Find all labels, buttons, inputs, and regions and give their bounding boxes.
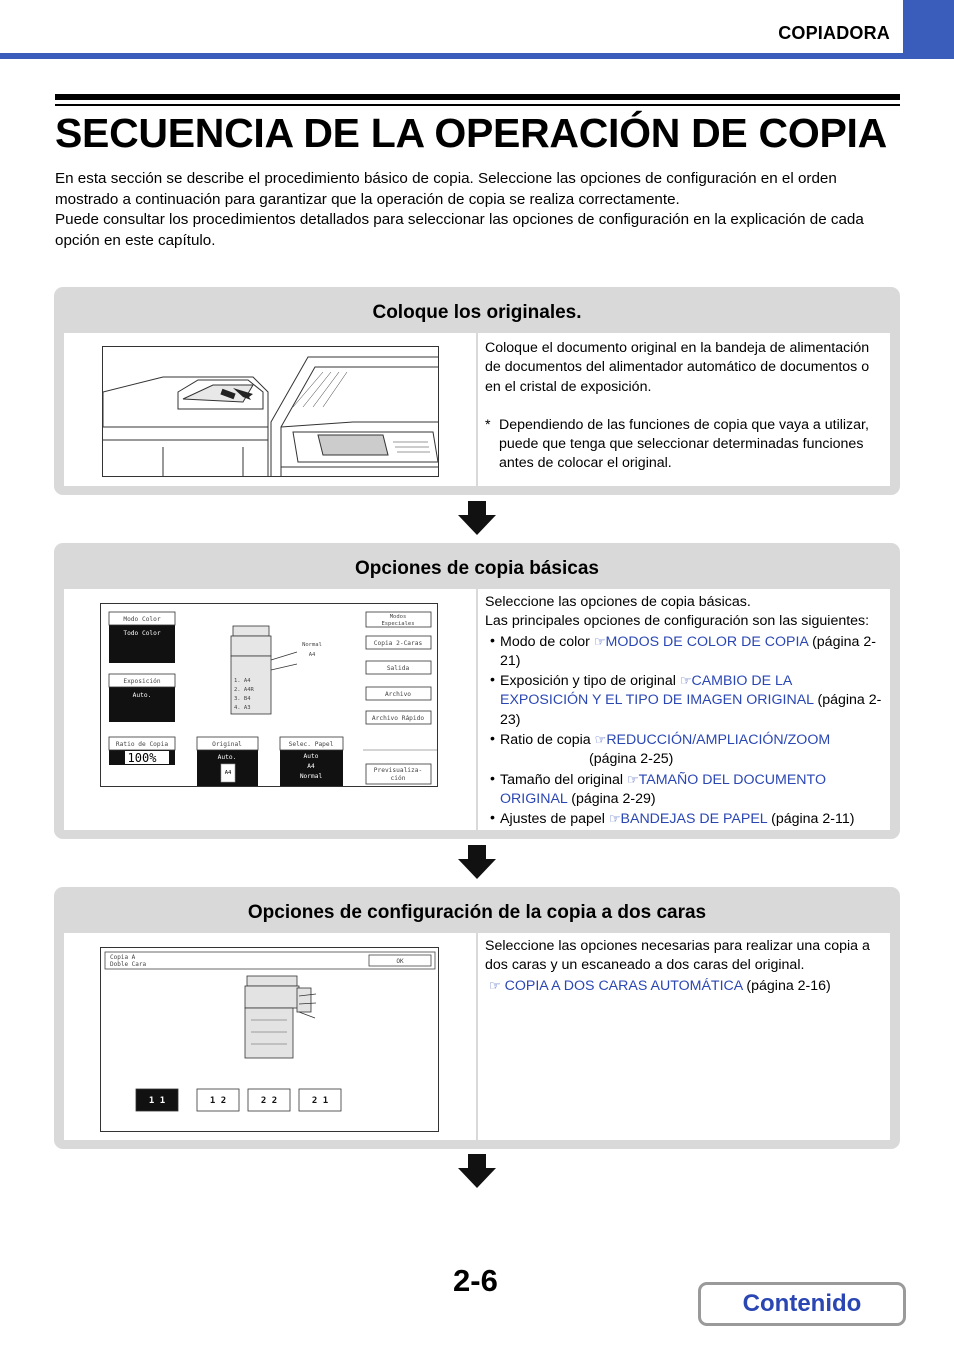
step-content: [64, 589, 890, 830]
original-value: Auto.: [217, 754, 237, 761]
list-item: • Exposición y tipo de original ☞CAMBIO DE LA EXPOSICIÓN Y EL TIPO DE IMAGEN ORIGINAL (página 2-23): [490, 672, 882, 728]
pointing-hand-icon: ☞: [679, 673, 692, 689]
pointing-hand-icon: ☞: [593, 633, 606, 649]
tray-info-2: A4: [308, 652, 316, 658]
link-color-modes[interactable]: MODOS DE COLOR DE COPIA: [605, 633, 809, 650]
preview-label-1: Previsualiza-: [373, 767, 423, 774]
link-page: (página 2-16): [742, 977, 831, 994]
header-tab: [903, 0, 954, 59]
tray-1: 1. A4: [234, 678, 251, 684]
pointing-hand-icon: ☞: [626, 771, 639, 787]
exposure-button: Exposición: [123, 678, 161, 685]
duplex-panel-drawing: [101, 948, 439, 1132]
step3-text: Seleccione las opciones necesarias para realizar una copia a dos caras y un escaneado a dos caras del original.: [485, 938, 870, 974]
pointing-hand-icon: ☞: [489, 977, 501, 993]
step1-note: Dependiendo de las funciones de copia que vaya a utilizar, puede que tenga que seleccionar determinadas funciones antes de colocar el original.: [499, 416, 869, 472]
paper-value-2: A4: [307, 763, 315, 770]
paper-value-1: Auto: [303, 753, 319, 760]
link-auto-duplex[interactable]: COPIA A DOS CARAS AUTOMÁTICA: [504, 977, 743, 994]
exposure-value: Auto.: [132, 692, 152, 699]
step-title: Opciones de configuración de la copia a dos caras: [247, 902, 707, 923]
item-page: (página 2-21): [500, 633, 876, 669]
item-page: (página 2-23): [500, 692, 882, 728]
list-item: • Ajustes de papel ☞BANDEJAS DE PAPEL (página 2-11): [490, 810, 855, 828]
step1-description: [485, 339, 880, 474]
step2-line2: Las principales opciones de configuración son las siguientes:: [485, 613, 870, 630]
step1-text: Coloque el documento original en la bandeja de alimentación de documentos del alimentador automático de documentos o en el cristal de exposición.: [485, 340, 870, 395]
list-item: • Ratio de copia ☞REDUCCIÓN/AMPLIACIÓN/ZOOM (página 2-25): [490, 731, 831, 768]
item-label: Modo de color: [500, 633, 594, 650]
copy-screen-illustration: [100, 603, 438, 787]
file-button: Archivo: [384, 691, 412, 698]
list-item: • Modo de color ☞MODOS DE COLOR DE COPIA (página 2-21): [490, 632, 876, 669]
page-title: SECUENCIA DE LA OPERACIÓN DE COPIA: [55, 110, 887, 156]
item-label: Ratio de copia: [500, 732, 595, 749]
duplex-copy-button: Copia 2-Caras: [373, 640, 423, 647]
special-modes-label-2: Especiales: [381, 621, 415, 627]
title-rule-thin: [55, 104, 900, 106]
original-button: Original: [212, 741, 242, 748]
paper-value-3: Normal: [299, 773, 323, 780]
step3-description: [485, 937, 883, 996]
duplex-mode-1-1: 1 1: [148, 1096, 166, 1106]
duplex-title-1: Copia A: [110, 954, 136, 961]
link-original-size[interactable]: TAMAÑO DEL DOCUMENTO ORIGINAL: [500, 771, 826, 807]
step2-description: [485, 593, 883, 830]
color-mode-button: Modo Color: [123, 616, 161, 623]
down-arrow-icon: [458, 845, 496, 879]
down-arrow-icon: [458, 1154, 496, 1188]
quick-file-button: Archivo Rápido: [371, 715, 425, 722]
step2-line1: Seleccione las opciones de copia básicas.: [485, 594, 751, 610]
paper-select-button: Selec. Papel: [288, 741, 334, 748]
duplex-screen-illustration: [100, 947, 439, 1132]
intro-paragraph-2: Puede consultar los procedimientos detallados para seleccionar las opciones de configuración en la explicación de cada opción en este capítulo.: [55, 211, 864, 249]
item-page: (página 2-29): [567, 790, 656, 807]
step-duplex-options: [54, 887, 900, 1149]
down-arrow-icon: [458, 501, 496, 535]
pointing-hand-icon: ☞: [594, 732, 607, 748]
copier-drawing: [103, 347, 439, 477]
original-size: A4: [224, 770, 232, 776]
special-modes-label-1: Modos: [389, 614, 407, 620]
section-label: COPIADORA: [778, 23, 890, 43]
preview-label-2: ción: [390, 775, 406, 782]
title-rule-thick: [55, 94, 900, 100]
item-label: Exposición y tipo de original: [500, 673, 680, 690]
ratio-value: 100%: [127, 751, 157, 765]
step-content: [64, 333, 890, 486]
tray-info-1: Normal: [302, 642, 322, 648]
list-item: • Tamaño del original ☞TAMAÑO DEL DOCUMENTO ORIGINAL (página 2-29): [490, 770, 826, 807]
page-number: 2-6: [453, 1263, 498, 1298]
duplex-mode-1-2: 1 2: [209, 1096, 227, 1106]
item-label: Ajustes de papel: [500, 811, 609, 828]
touch-panel-drawing: [101, 604, 438, 787]
tray-4: 4. A3: [234, 705, 251, 711]
pointing-hand-icon: ☞: [608, 811, 621, 827]
copier-illustration: [102, 346, 439, 477]
ok-button: OK: [396, 958, 404, 965]
step-basic-options: [54, 543, 900, 839]
intro-paragraph-1: En esta sección se describe el procedimiento básico de copia. Seleccione las opciones de configuración en el orden mostrado a continuación para garantizar que la operación de copia se realiza correctamente.: [55, 170, 837, 208]
link-paper-trays[interactable]: BANDEJAS DE PAPEL: [620, 811, 768, 828]
step-content: [64, 933, 890, 1140]
header-bar: [0, 53, 954, 59]
contents-button[interactable]: Contenido: [698, 1282, 906, 1326]
step-title: Opciones de copia básicas: [355, 558, 599, 579]
step-place-originals: [54, 287, 900, 495]
intro-text: [55, 169, 900, 251]
ratio-button: Ratio de Copia: [115, 741, 169, 748]
duplex-mode-2-1: 2 1: [311, 1096, 329, 1106]
duplex-title-2: Doble Cara: [110, 961, 147, 968]
link-exposure[interactable]: CAMBIO DE LA EXPOSICIÓN Y EL TIPO DE IMAGEN ORIGINAL: [500, 673, 814, 709]
output-button: Salida: [386, 665, 410, 672]
tray-3: 3. B4: [234, 696, 251, 702]
color-mode-value: Todo Color: [123, 630, 161, 637]
item-page: (página 2-25): [589, 751, 674, 768]
link-zoom[interactable]: REDUCCIÓN/AMPLIACIÓN/ZOOM: [606, 732, 831, 749]
tray-2: 2. A4R: [234, 687, 254, 693]
note-marker: *: [485, 416, 491, 433]
step-title: Coloque los originales.: [372, 302, 582, 323]
item-label: Tamaño del original: [500, 771, 627, 788]
item-page: (página 2-11): [767, 811, 855, 828]
duplex-mode-2-2: 2 2: [260, 1096, 278, 1106]
